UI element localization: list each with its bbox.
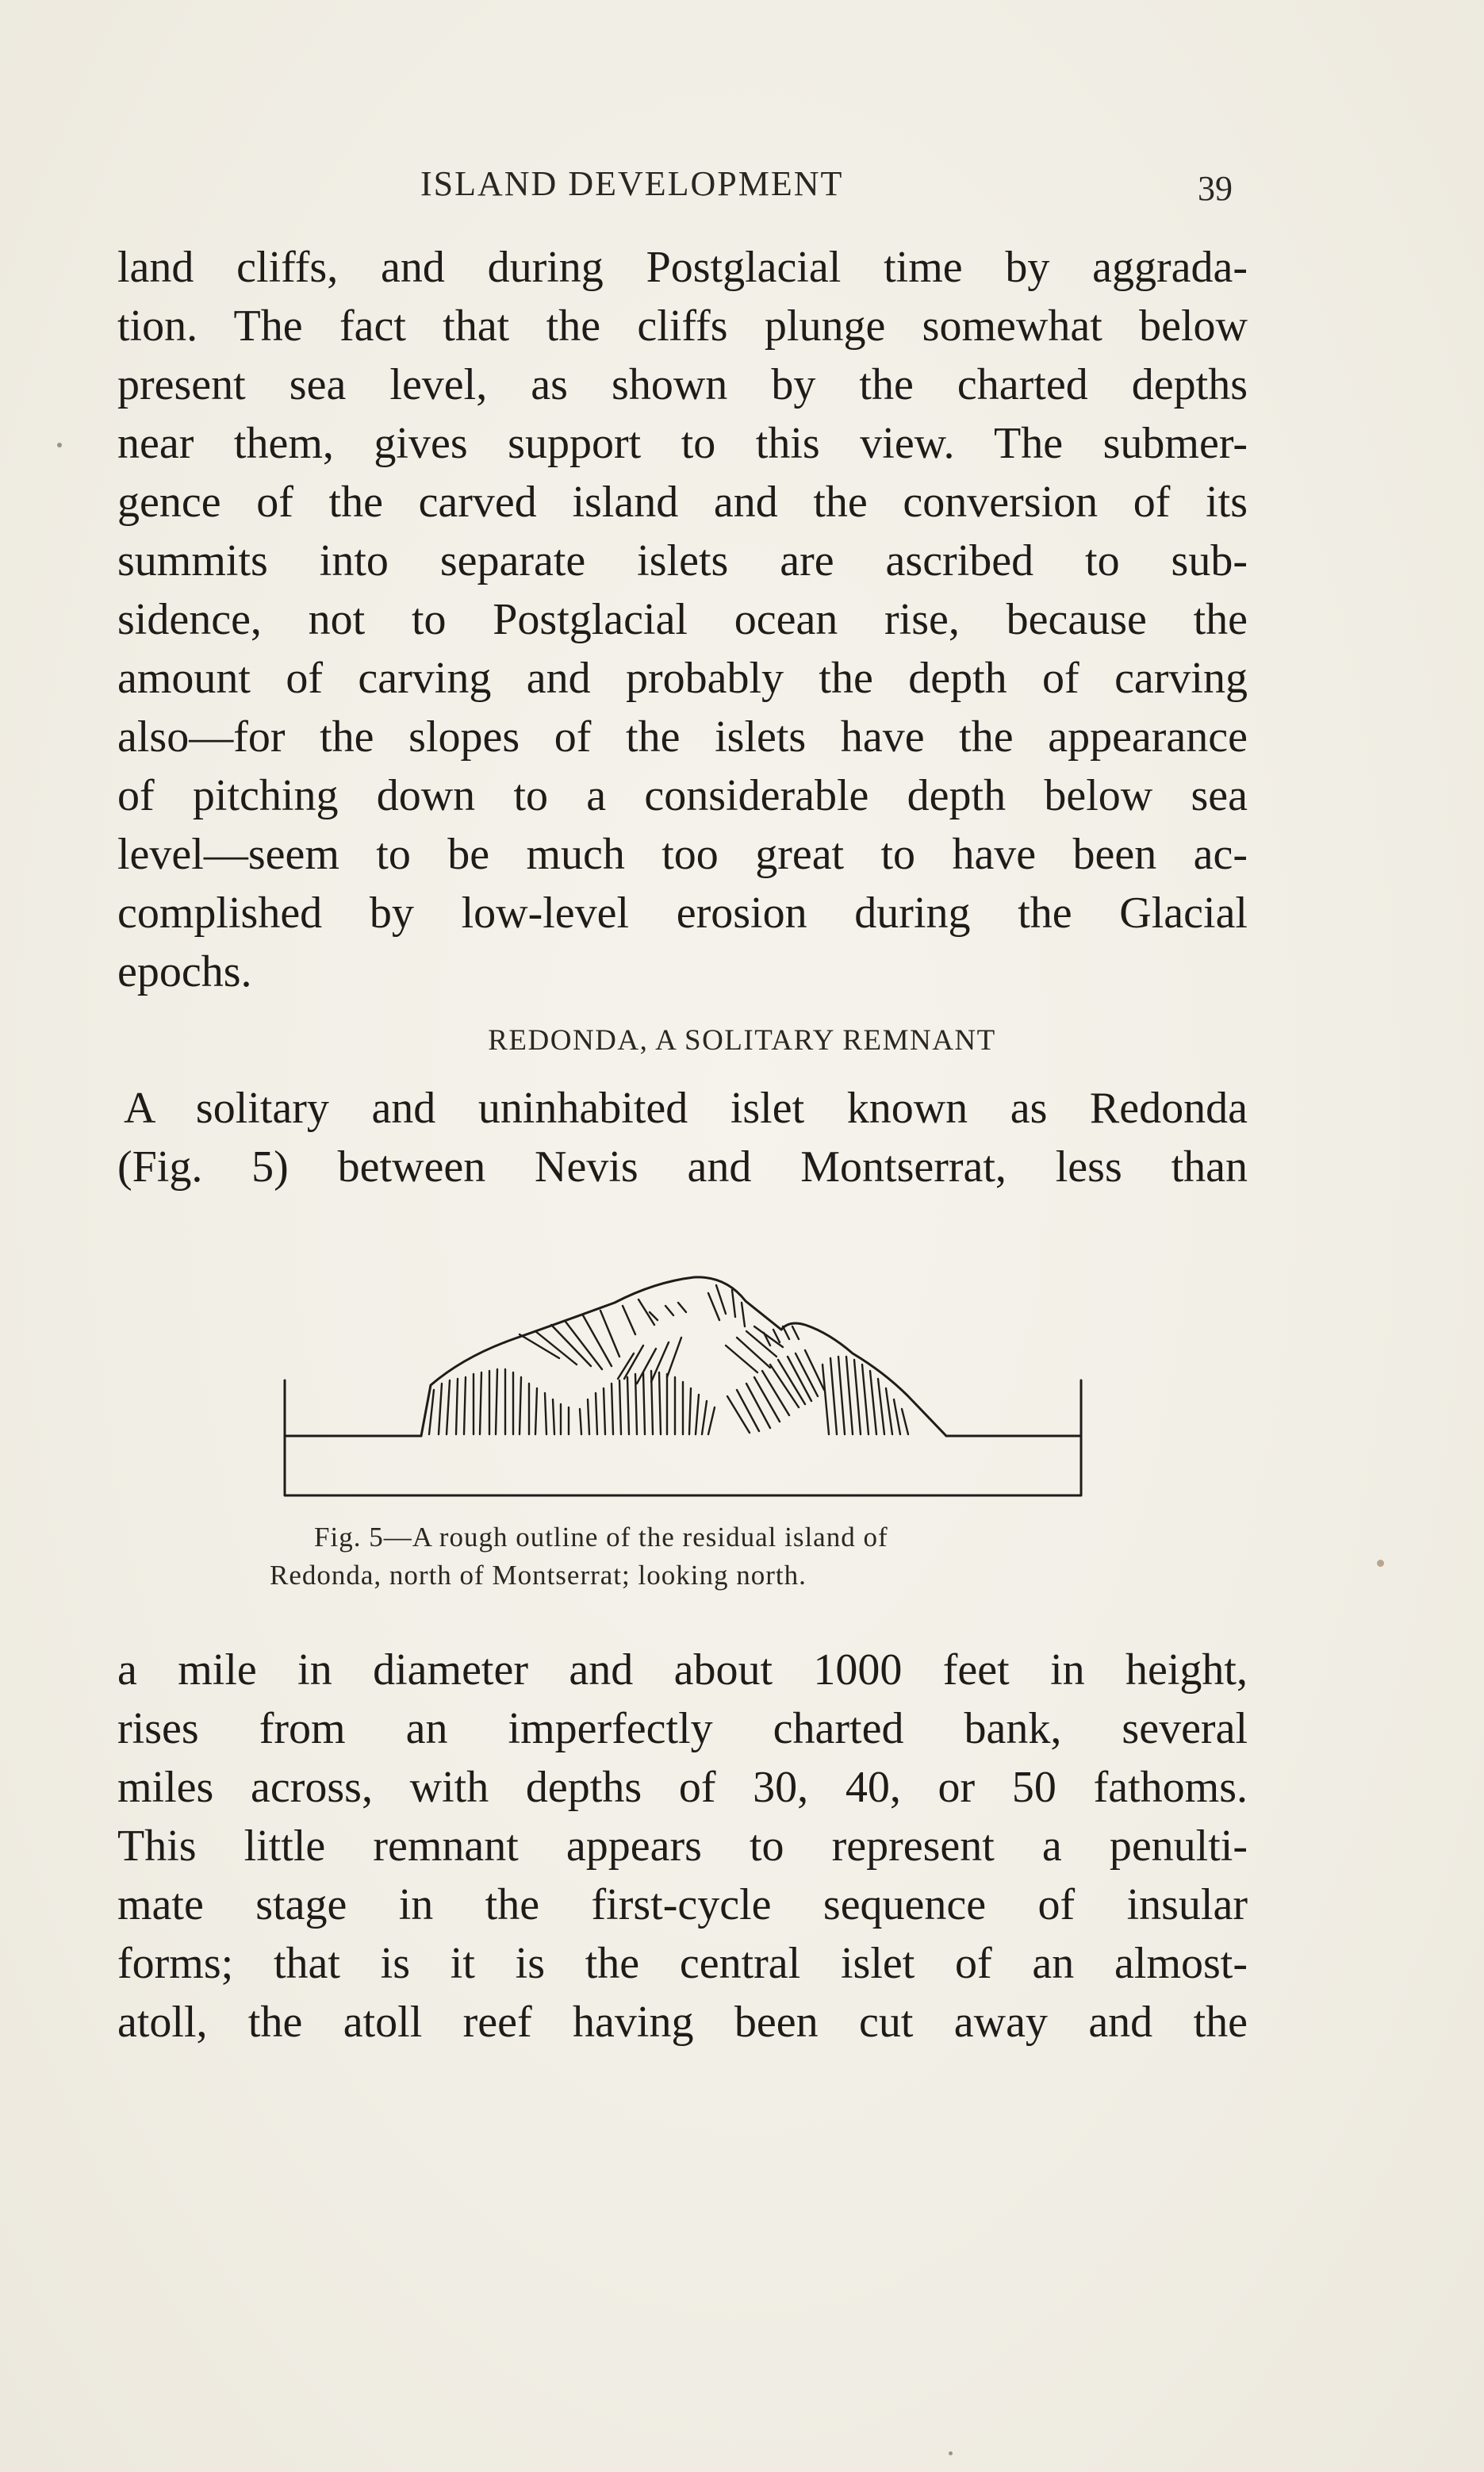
paper-speck: [1377, 1560, 1384, 1567]
text-line: gence of the carved island and the conversion of its: [117, 478, 1248, 527]
text-line: tion. The fact that the cliffs plunge somewhat below: [117, 301, 1248, 351]
text-line: present sea level, as shown by the charted depths: [117, 360, 1248, 409]
paragraph-2: [117, 1079, 1248, 1196]
text-line: of pitching down to a considerable depth below sea: [117, 771, 1248, 820]
figure-caption: [270, 1518, 1110, 1595]
text-line: sidence, not to Postglacial ocean rise, because the: [117, 595, 1248, 644]
paragraph-1: [117, 238, 1248, 1001]
text-line: also—for the slopes of the islets have the appearance: [117, 712, 1248, 762]
caption-line: Fig. 5—A rough outline of the residual island of: [314, 1522, 888, 1553]
text-line: summits into separate islets are ascribed to sub-: [117, 536, 1248, 585]
text-line: complished by low-level erosion during the Glacial: [117, 889, 1248, 938]
running-title: ISLAND DEVELOPMENT: [420, 164, 844, 203]
section-heading: REDONDA, A SOLITARY REMNANT: [488, 1024, 996, 1057]
text-line: amount of carving and probably the depth of carving: [117, 654, 1248, 703]
paper-speck: [57, 443, 62, 447]
text-line: miles across, with depths of 30, 40, or 50 fathoms.: [117, 1763, 1248, 1812]
text-line: forms; that is it is the central islet of an almost-: [117, 1939, 1248, 1988]
text-line: rises from an imperfectly charted bank, several: [117, 1704, 1248, 1753]
text-line: A solitary and uninhabited islet known as Redonda: [124, 1084, 1248, 1133]
text-line: level—seem to be much too great to have been ac-: [117, 830, 1248, 879]
text-line: This little remnant appears to represent a penulti-: [117, 1821, 1248, 1871]
text-line: atoll, the atoll reef having been cut away and the: [117, 1998, 1248, 2047]
text-line: near them, gives support to this view. The submer-: [117, 419, 1248, 468]
text-line: epochs.: [117, 947, 252, 996]
caption-line: Redonda, north of Montserrat; looking north.: [270, 1560, 807, 1591]
paper-speck: [949, 2451, 953, 2455]
text-line: land cliffs, and during Postglacial time by aggrada-: [117, 243, 1248, 292]
page-number: 39: [1198, 169, 1233, 208]
text-line: (Fig. 5) between Nevis and Montserrat, less than: [117, 1142, 1248, 1192]
text-line: mate stage in the first-cycle sequence of insular: [117, 1880, 1248, 1929]
island-outline-drawing: [282, 1238, 1091, 1507]
paragraph-3: [117, 1641, 1248, 2052]
text-line: a mile in diameter and about 1000 feet in height,: [117, 1645, 1248, 1695]
figure-redonda-outline: [282, 1238, 1091, 1507]
